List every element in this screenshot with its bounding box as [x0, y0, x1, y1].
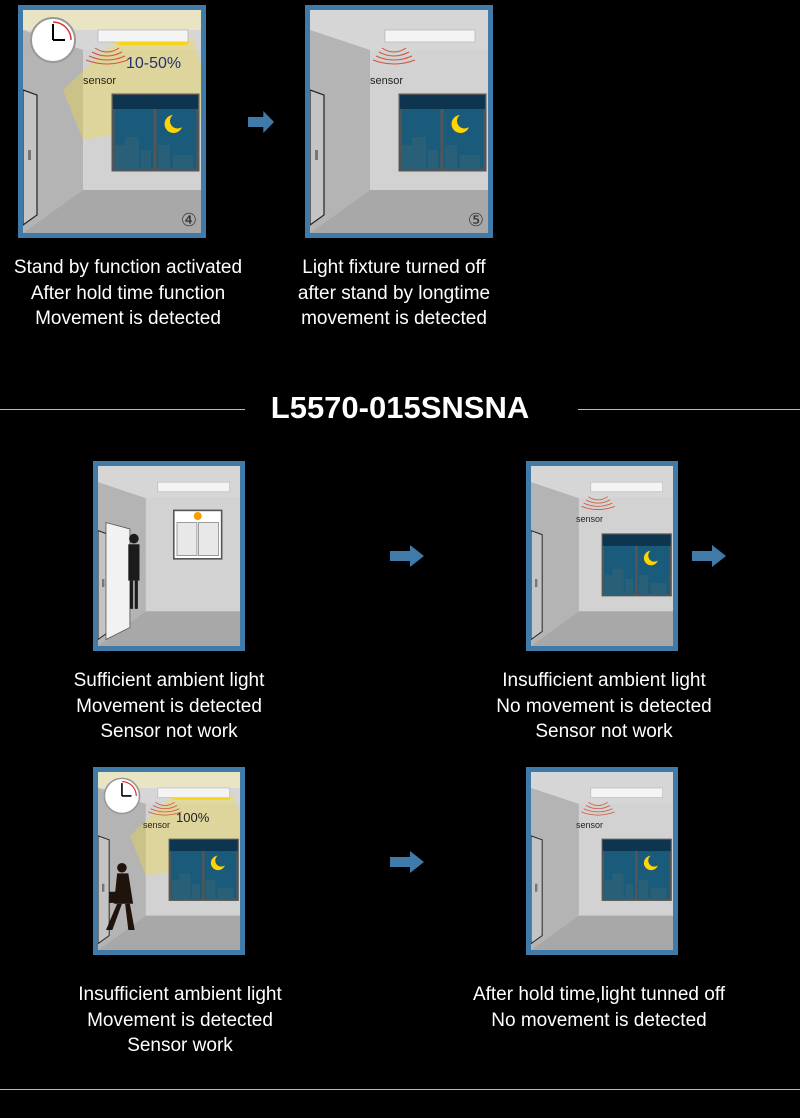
- window-night: [170, 840, 238, 900]
- product-model-title: L5570-015SNSNA: [270, 390, 530, 425]
- divider-bottom: [0, 1089, 800, 1090]
- window-night: [603, 535, 671, 596]
- caption-line: Insufficient ambient light: [78, 984, 282, 1005]
- scene-hold-time-off: [526, 767, 678, 955]
- caption-sensor-work: [30, 982, 330, 1059]
- sensor-label: sensor: [370, 75, 404, 87]
- sun-icon: [194, 512, 202, 520]
- sensor-label: sensor: [143, 820, 171, 830]
- arrow-right-icon: [248, 111, 274, 133]
- light-fixture: [98, 30, 188, 42]
- clock-icon: [104, 778, 139, 813]
- window-night: [603, 840, 671, 900]
- light-fixture: [158, 482, 230, 492]
- arrow-shape: [390, 545, 424, 567]
- scene-sufficient-light: [93, 461, 245, 651]
- arrow-right-icon: [390, 545, 424, 567]
- caption-line: After hold time,light tunned off: [472, 984, 726, 1005]
- caption-line: Light fixture turned off: [302, 257, 486, 278]
- caption-line: After hold time function: [30, 282, 226, 304]
- arrow-shape: [390, 851, 424, 873]
- arrow-right-icon: [390, 851, 424, 873]
- door-handle-icon: [28, 150, 31, 160]
- caption-line: Sufficient ambient light: [73, 670, 265, 691]
- caption-hold-time-off: [449, 982, 749, 1033]
- brightness-percent-label: 10-50%: [126, 55, 182, 72]
- door-handle-icon: [315, 150, 318, 160]
- step-number-badge: ⑤: [467, 210, 484, 230]
- divider-right: [578, 409, 800, 410]
- door-handle-icon: [535, 884, 537, 892]
- caption-line: Movement is detected: [35, 308, 221, 329]
- caption-scene-4: [0, 255, 278, 332]
- arrow-shape: [248, 111, 274, 133]
- light-fixture: [385, 30, 475, 42]
- caption-line: Sensor not work: [535, 721, 673, 742]
- caption-no-movement: [454, 668, 754, 745]
- scene-standby-dimmed: [18, 5, 206, 238]
- window-night: [400, 95, 485, 170]
- light-fixture: [158, 788, 230, 798]
- open-door: [106, 523, 130, 640]
- scene-no-movement: [526, 461, 678, 651]
- caption-line: movement is detected: [301, 308, 487, 329]
- arrow-shape: [692, 545, 726, 567]
- caption-line: after stand by longtime: [297, 282, 491, 304]
- caption-line: Sensor not work: [100, 721, 238, 742]
- caption-line: No movement is detected: [491, 1009, 707, 1031]
- caption-line: Movement is detected: [87, 1009, 273, 1031]
- sensor-label: sensor: [576, 514, 604, 524]
- caption-line: No movement is detected: [496, 695, 712, 717]
- arrow-right-icon: [692, 545, 726, 567]
- sensor-label: sensor: [576, 820, 604, 830]
- window-daytime: [174, 510, 222, 558]
- caption-scene-5: [244, 255, 544, 332]
- clock-icon: [31, 18, 75, 62]
- caption-line: Movement is detected: [76, 695, 262, 717]
- step-number-badge: ④: [180, 210, 197, 230]
- window-night: [113, 95, 198, 170]
- caption-line: Insufficient ambient light: [502, 670, 706, 691]
- door-handle-icon: [102, 884, 104, 892]
- scene-sensor-work: [93, 767, 245, 955]
- door-handle-icon: [535, 579, 537, 587]
- caption-line: Stand by function activated: [13, 257, 243, 278]
- caption-line: Sensor work: [127, 1035, 233, 1056]
- light-fixture: [591, 788, 663, 798]
- sensor-label: sensor: [83, 75, 117, 87]
- caption-sufficient-light: [19, 668, 319, 745]
- scene-light-off: [305, 5, 493, 238]
- light-fixture: [591, 482, 663, 492]
- brightness-percent-label: 100%: [176, 810, 210, 825]
- door-handle-icon: [102, 579, 104, 587]
